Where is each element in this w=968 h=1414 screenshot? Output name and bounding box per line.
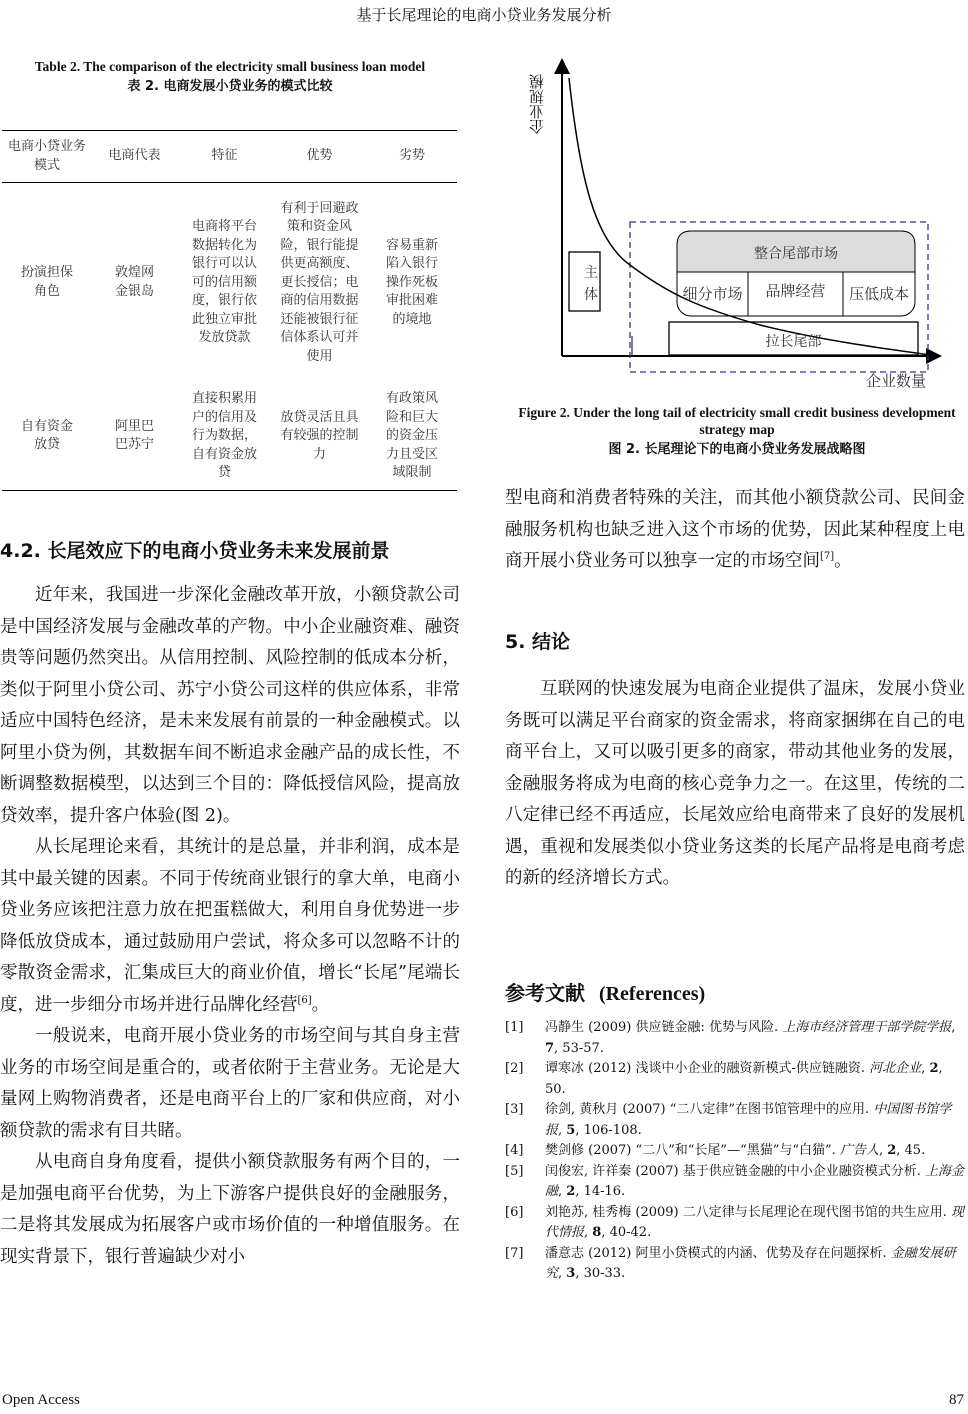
paragraph: 一般说来，电商开展小贷业务的市场空间与其自身主营业务的市场空间是重合的，或者依附于主营业务。无论是大量网上购物消费者，还是电商平台上的厂家和供应商，对小额贷款的需求有目共睹。 — [0, 1026, 460, 1141]
reference-pages: , 53-57. — [554, 1040, 604, 1056]
table-caption-cn: 表 2. 电商发展小贷业务的模式比较 — [127, 79, 333, 94]
figure-caption-en: Figure 2. Under the long tail of electricity small credit business development strategy map — [518, 405, 956, 437]
reference-body: 冯静生 (2009) 供应链金融: 优势与风险. 上海市经济管理干部学院学报, 7, 53-57. — [545, 1020, 956, 1056]
table-header: 劣势 — [398, 148, 425, 164]
reference-text: 闰俊宏, 许祥秦 (2007) 基于供应链金融的中小企业融资模式分析. — [545, 1163, 926, 1179]
paragraph: 互联网的快速发展为电商企业提供了温床，发展小贷业务既可以满足平台商家的资金需求，将商家捆绑在自己的电商平台上，又可以吸引更多的商家，带动其他业务的发展，金融服务将成为电商的核心竞争力之一。在这里，传统的二八定律已经不再适应，长尾效应给电商带来了良好的发展机遇，重视和发展类似小贷业务这类的长尾产品将是电商考虑的新的经济增长方式。 — [505, 679, 965, 888]
table-cell: 敦煌网金银岛 — [114, 265, 154, 299]
reference-volume: 2 — [887, 1143, 897, 1158]
references-heading — [505, 977, 705, 1006]
table-row — [2, 183, 457, 383]
references-list — [505, 1018, 967, 1285]
main-body-label: 主体 — [584, 265, 598, 303]
y-axis-label: 企业规模 — [528, 74, 546, 134]
table-row — [2, 383, 457, 491]
reference-body: 刘艳苏, 桂秀梅 (2009) 二八定律与长尾理论在现代图书馆的共生应用. 现代情报, 8, 40-42. — [545, 1204, 965, 1240]
continued-paragraph — [505, 483, 965, 578]
reference-volume: 3 — [566, 1266, 576, 1281]
citation[interactable]: [7] — [820, 551, 835, 563]
paragraph-text: 从长尾理论来看，其统计的是总量，并非利润，成本是其中最关键的因素。不同于传统商业银行的拿大单，电商小贷业务应该把注意力放在把蛋糕做大，利用自身优势进一步降低放贷成本，通过鼓励用户尝试，将众多可以忽略不计的零散资金需求，汇集成巨大的商业价值，增长“长尾”尾端长度，进一步细分市场并进行品牌化经营 — [0, 837, 460, 1015]
reference-journal: 中国图书馆学报 — [545, 1102, 952, 1138]
reference-pages: , 50. — [545, 1061, 943, 1097]
figure-caption — [512, 404, 962, 457]
reference-volume: 7 — [545, 1040, 555, 1056]
reference-text: 徐剑, 黄秋月 (2007) “二八定律”在图书馆管理中的应用. — [545, 1102, 874, 1117]
reference-text: 冯静生 (2009) 供应链金融: 优势与风险. — [545, 1020, 783, 1035]
paragraph-end: 。 — [311, 994, 330, 1015]
running-head: 基于长尾理论的电商小贷业务发展分析 — [356, 6, 612, 24]
reference-text: 樊剑修 (2007) “二八”和“长尾”—“黑猫”与“白猫”. — [545, 1143, 840, 1158]
reference-pages: , 40-42. — [601, 1225, 652, 1240]
table-cell: 容易重新陷入银行操作死板审批困难的境地 — [385, 237, 438, 327]
table-cell: 放贷灵活且具有较强的控制力 — [280, 409, 359, 462]
table-caption-en: Table 2. The comparison of the electricity small business loan model — [34, 59, 426, 74]
reference-body: 徐剑, 黄秋月 (2007) “二八定律”在图书馆管理中的应用. 中国图书馆学报, 5, 106-108. — [545, 1102, 952, 1138]
reference-number: [2] — [505, 1061, 524, 1076]
table-header: 电商代表 — [108, 148, 161, 164]
reference-pages: , 14-16. — [575, 1184, 626, 1199]
reference-volume: 2 — [929, 1061, 939, 1076]
paragraph: 近年来，我国进一步深化金融改革开放，小额贷款公司是中国经济发展与金融改革的产物。中小企业融资难、融资贵等问题仍然突出。从信用控制、风险控制的低成本分析，类似于阿里小贷公司、苏宁小贷公司这样的供应体系，非常适应中国特色经济，是未来发展有前景的一种金融模式。以阿里小贷为例，其数据车间不断追求金融产品的成长性，不断调整数据模型，以达到三个目的：降低授信风险，提高放贷效率，提升客户体验(图 2)。 — [0, 585, 460, 826]
brand-label: 品牌经营 — [765, 282, 826, 300]
x-axis-label: 企业数量 — [866, 372, 927, 390]
references-title-cn: 参考文献 — [505, 981, 585, 1005]
reference-pages: , 30-33. — [575, 1266, 626, 1281]
reference-journal: 现代情报 — [545, 1204, 965, 1240]
section-heading-5: 5. 结论 — [505, 631, 571, 653]
strategy-diagram — [500, 40, 968, 390]
reference-volume: 5 — [566, 1122, 576, 1138]
paragraph-text: 型电商和消费者特殊的关注，而其他小额贷款公司、民间金融服务机构也缺乏进入这个市场的优势，因此某种程度上电商开展小贷业务可以独享一定的市场空间 — [505, 488, 965, 571]
reference-item — [505, 1059, 967, 1100]
reference-item — [505, 1018, 967, 1059]
reference-number: [1] — [505, 1020, 524, 1035]
reference-item — [505, 1100, 967, 1141]
paragraph: 从电商自身角度看，提供小额贷款服务有两个目的，一是加强电商平台优势，为上下游客户提供良好的金融服务，二是将其发展成为拓展客户或市场价值的一种增值服务。在现实背景下，银行普遍缺少对小 — [0, 1152, 460, 1267]
table-header: 优势 — [306, 148, 333, 164]
section-4-2-body — [0, 580, 460, 1273]
table-cell: 有政策风险和巨大的资金压力且受区域限制 — [385, 391, 438, 480]
reference-text: 刘艳苏, 桂秀梅 (2009) 二八定律与长尾理论在现代图书馆的共生应用. — [545, 1204, 952, 1220]
reference-body: 谭寒冰 (2012) 浅谈中小企业的融资新模式-供应链融资. 河北企业, 2, 50. — [545, 1061, 943, 1097]
table-caption — [0, 58, 460, 94]
reference-number: [4] — [505, 1143, 524, 1158]
reference-item — [505, 1162, 967, 1203]
reference-journal: 上海金融 — [545, 1163, 965, 1199]
reference-body: 潘意志 (2012) 阿里小贷模式的内涵、优势及存在问题探析. 金融发展研究, 3, 30-33. — [545, 1245, 956, 1281]
cost-label: 压低成本 — [848, 285, 909, 303]
table-header: 特征 — [211, 148, 238, 164]
reference-number: [7] — [505, 1245, 524, 1261]
reference-body: 闰俊宏, 许祥秦 (2007) 基于供应链金融的中小企业融资模式分析. 上海金融, 2, 14-16. — [545, 1163, 965, 1199]
table-cell: 扮演担保角色 — [20, 265, 73, 299]
paragraph — [0, 832, 460, 1021]
reference-item — [505, 1141, 967, 1162]
reference-journal: 金融发展研究 — [545, 1245, 956, 1281]
diagram-svg — [500, 40, 968, 380]
figure-caption-cn: 图 2. 长尾理论下的电商小贷业务发展战略图 — [608, 442, 866, 457]
reference-journal: 河北企业 — [869, 1061, 922, 1076]
section-5-body — [505, 674, 965, 895]
table-cell: 自有资金放贷 — [20, 418, 73, 453]
reference-journal: 上海市经济管理干部学院学报 — [782, 1020, 952, 1035]
reference-volume: 2 — [566, 1184, 576, 1199]
reference-text: 谭寒冰 (2012) 浅谈中小企业的融资新模式-供应链融资. — [545, 1061, 870, 1076]
table-cell: 有利于回避政策和资金风险，银行能提供更高额度、更长授信；电商的信用数据还能被银行征信体系认可并使用 — [280, 200, 359, 364]
section-heading-4-2: 4.2. 长尾效应下的电商小贷业务未来发展前景 — [0, 540, 390, 562]
segment-label: 细分市场 — [682, 285, 743, 303]
paragraph-end: 。 — [834, 551, 852, 571]
table-header: 电商小贷业务模式 — [7, 139, 86, 173]
reference-pages: , 106-108. — [575, 1122, 642, 1138]
table-cell: 阿里巴巴苏宁 — [114, 418, 154, 453]
reference-item — [505, 1244, 967, 1285]
reference-number: [3] — [505, 1102, 524, 1117]
reference-number: [6] — [505, 1204, 524, 1220]
reference-text: 潘意志 (2012) 阿里小贷模式的内涵、优势及存在问题探析. — [545, 1245, 891, 1261]
table-cell: 电商将平台数据转化为银行可以认可的信用额度，银行依此独立审批发放贷款 — [191, 219, 257, 345]
integrate-label: 整合尾部市场 — [754, 246, 838, 262]
reference-item — [505, 1203, 967, 1244]
extend-label: 拉长尾部 — [765, 334, 822, 350]
table-cell: 直接积累用户的信用及行为数据，自有资金放贷 — [191, 391, 257, 480]
references-title-en: (References) — [598, 983, 706, 1005]
page-number: 87 — [949, 1392, 964, 1408]
reference-body: 樊剑修 (2007) “二八”和“长尾”—“黑猫”与“白猫”. 广告人, 2, 45. — [545, 1143, 926, 1158]
reference-pages: , 45. — [896, 1143, 926, 1158]
footer-open-access: Open Access — [2, 1392, 80, 1408]
citation[interactable]: [6] — [297, 994, 312, 1006]
reference-number: [5] — [505, 1163, 524, 1179]
reference-volume: 8 — [592, 1225, 602, 1240]
reference-journal: 广告人 — [839, 1143, 879, 1158]
comparison-table — [2, 130, 457, 491]
